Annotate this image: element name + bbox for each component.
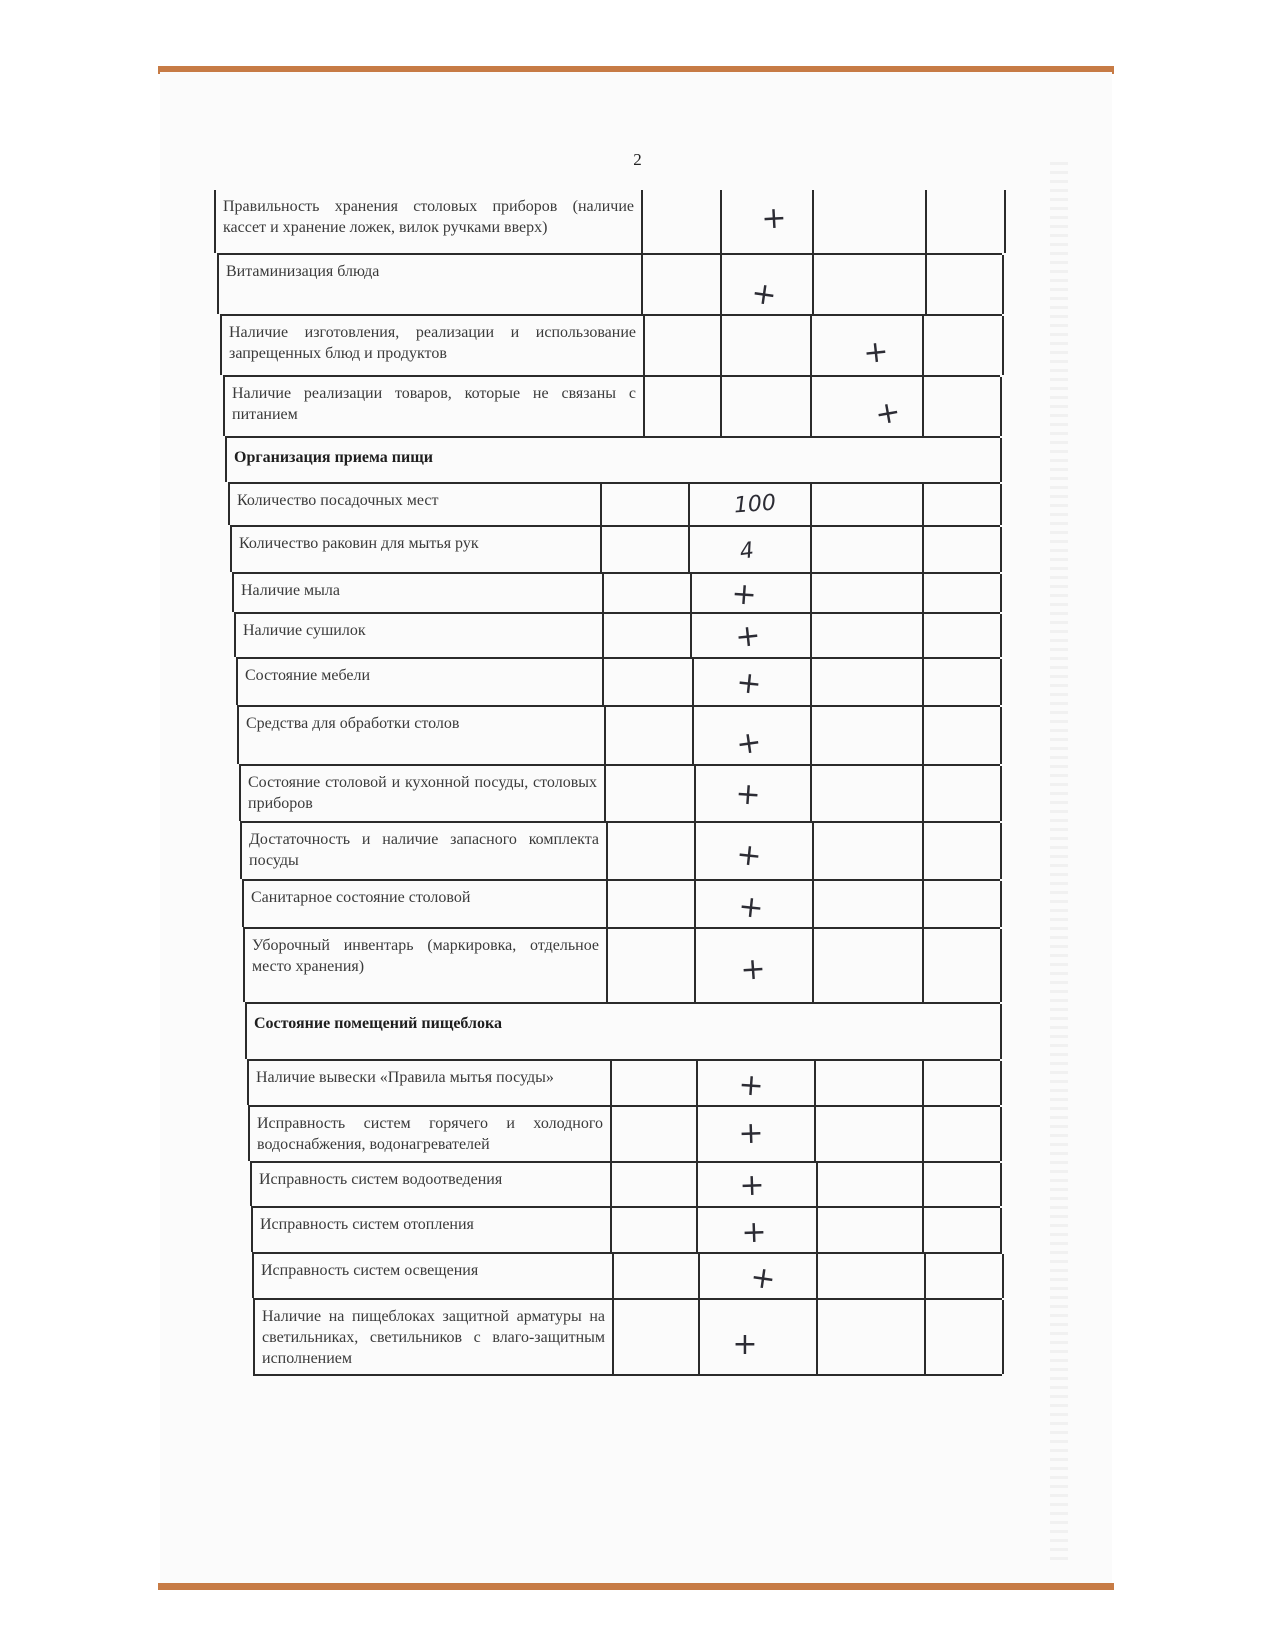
column-rule — [720, 190, 722, 253]
column-rule — [1000, 1061, 1002, 1105]
column-rule — [1000, 377, 1002, 436]
criterion-label: Уборочный инвентарь (маркировка, отдельное место хранения) — [252, 937, 599, 975]
criterion-label: Санитарное состояние столовой — [251, 889, 471, 906]
column-rule — [690, 614, 692, 657]
column-rule — [641, 190, 643, 253]
criterion-label: Наличие сушилок — [243, 622, 366, 639]
column-rule — [698, 1254, 700, 1298]
column-rule — [812, 823, 814, 879]
column-rule — [922, 1163, 924, 1206]
column-rule — [1000, 929, 1002, 1002]
table-row — [236, 657, 1000, 705]
column-rule — [922, 707, 924, 764]
table-row — [223, 375, 1000, 436]
handwritten-check-mark: + — [733, 617, 763, 656]
column-rule — [810, 707, 812, 764]
table-row — [214, 190, 1004, 253]
column-rule — [694, 929, 696, 1002]
table-row — [253, 1298, 1002, 1376]
column-rule — [1000, 766, 1002, 821]
section-title: Состояние помещений пищеблока — [254, 1015, 502, 1032]
column-rule — [1002, 255, 1004, 314]
column-rule — [922, 1107, 924, 1161]
column-rule — [1000, 438, 1002, 482]
column-rule — [1002, 1300, 1004, 1374]
column-rule — [220, 316, 222, 375]
column-rule — [248, 1107, 250, 1161]
criterion-label: Наличие изготовления, реализации и использование запрещенных блюд и продуктов — [229, 324, 636, 362]
column-rule — [234, 614, 236, 657]
column-rule — [1000, 1004, 1002, 1059]
column-rule — [602, 659, 604, 705]
handwritten-check-mark: + — [872, 394, 904, 433]
section-header-row — [225, 436, 1000, 482]
column-rule — [1000, 574, 1002, 612]
column-rule — [1000, 484, 1002, 525]
column-rule — [720, 377, 722, 436]
criterion-label: Наличие реализации товаров, которые не связаны с питанием — [232, 385, 636, 423]
handwritten-check-mark: + — [734, 836, 764, 875]
column-rule — [690, 574, 692, 612]
column-rule — [1000, 1208, 1002, 1252]
criterion-label: Правильность хранения столовых приборов (наличие кассет и хранение ложек, вилок ручками вверх) — [223, 198, 634, 236]
column-rule — [922, 823, 924, 879]
criterion-label: Достаточность и наличие запасного комплекта посуды — [249, 831, 599, 869]
column-rule — [228, 484, 230, 525]
criterion-label: Наличие вывески «Правила мытья посуды» — [256, 1069, 554, 1086]
column-rule — [1000, 1163, 1002, 1206]
column-rule — [720, 255, 722, 314]
column-rule — [237, 707, 239, 764]
handwritten-check-mark: + — [738, 1167, 766, 1204]
column-rule — [247, 1061, 249, 1105]
column-rule — [253, 1300, 255, 1374]
column-rule — [816, 1208, 818, 1252]
table-row — [248, 1105, 1000, 1161]
criterion-label: Наличие на пищеблоках защитной арматуры на светильниках, светильников с влаго-защитным исполнением — [262, 1308, 605, 1367]
criterion-label: Исправность систем водоотведения — [259, 1171, 503, 1188]
column-rule — [720, 316, 722, 375]
column-rule — [692, 707, 694, 764]
column-rule — [600, 484, 602, 525]
column-rule — [810, 377, 812, 436]
column-rule — [604, 766, 606, 821]
column-rule — [922, 929, 924, 1002]
table-row — [230, 525, 1000, 572]
column-rule — [612, 1254, 614, 1298]
column-rule — [922, 614, 924, 657]
section-header-row — [245, 1002, 1000, 1059]
table-row — [247, 1059, 1000, 1105]
column-rule — [694, 881, 696, 927]
handwritten-check-mark: + — [861, 333, 891, 372]
criterion-label: Количество посадочных мест — [237, 492, 439, 509]
column-rule — [922, 659, 924, 705]
column-rule — [602, 614, 604, 657]
column-rule — [810, 614, 812, 657]
column-rule — [812, 881, 814, 927]
table-row — [243, 927, 1000, 1002]
table-row — [232, 572, 1000, 612]
column-rule — [610, 1163, 612, 1206]
column-rule — [243, 929, 245, 1002]
column-rule — [810, 484, 812, 525]
column-rule — [236, 659, 238, 705]
column-rule — [1000, 527, 1002, 572]
table-row — [237, 705, 1000, 764]
column-rule — [688, 484, 690, 525]
column-rule — [696, 1208, 698, 1252]
column-rule — [643, 377, 645, 436]
column-rule — [925, 190, 927, 253]
column-rule — [252, 1254, 254, 1298]
table-row — [252, 1252, 1002, 1298]
column-rule — [696, 1061, 698, 1105]
criterion-label: Исправность систем отопления — [260, 1216, 474, 1233]
column-rule — [692, 659, 694, 705]
column-rule — [922, 1208, 924, 1252]
column-rule — [922, 574, 924, 612]
handwritten-check-mark: + — [730, 576, 758, 613]
column-rule — [922, 484, 924, 525]
column-rule — [1000, 707, 1002, 764]
table-row — [250, 1161, 1000, 1206]
handwritten-check-mark: + — [734, 724, 764, 763]
handwritten-value: 100 — [733, 490, 777, 519]
column-rule — [810, 766, 812, 821]
column-rule — [217, 255, 219, 314]
table-row — [239, 764, 1000, 821]
column-rule — [922, 1061, 924, 1105]
column-rule — [610, 1061, 612, 1105]
column-rule — [250, 1163, 252, 1206]
table-row — [240, 821, 1000, 879]
column-rule — [922, 377, 924, 436]
table-row — [228, 482, 1000, 525]
column-rule — [812, 190, 814, 253]
column-rule — [240, 823, 242, 879]
column-rule — [606, 823, 608, 879]
handwritten-check-mark: + — [737, 1067, 765, 1104]
column-rule — [600, 527, 602, 572]
column-rule — [810, 574, 812, 612]
table-row — [251, 1206, 1000, 1252]
column-rule — [242, 881, 244, 927]
column-rule — [698, 1300, 700, 1374]
criterion-label: Состояние столовой и кухонной посуды, столовых приборов — [248, 774, 597, 812]
column-rule — [810, 527, 812, 572]
column-rule — [814, 1061, 816, 1105]
column-rule — [816, 1300, 818, 1374]
column-rule — [924, 1254, 926, 1298]
column-rule — [1000, 614, 1002, 657]
column-rule — [1000, 659, 1002, 705]
table-row — [234, 612, 1000, 657]
column-rule — [812, 255, 814, 314]
column-rule — [214, 190, 216, 253]
column-rule — [812, 929, 814, 1002]
criterion-label: Витаминизация блюда — [226, 263, 380, 280]
handwritten-value: 4 — [738, 538, 756, 565]
column-rule — [1002, 316, 1004, 375]
handwritten-check-mark: + — [737, 1115, 765, 1152]
handwritten-check-mark: + — [760, 200, 788, 237]
column-rule — [922, 527, 924, 572]
column-rule — [924, 1300, 926, 1374]
column-rule — [696, 1107, 698, 1161]
column-rule — [1000, 823, 1002, 879]
criterion-label: Средства для обработки столов — [246, 715, 460, 732]
handwritten-check-mark: + — [748, 1259, 778, 1298]
column-rule — [816, 1254, 818, 1298]
column-rule — [810, 316, 812, 375]
table-row — [242, 879, 1000, 927]
column-rule — [606, 929, 608, 1002]
table-row — [220, 314, 1002, 375]
column-rule — [223, 377, 225, 436]
column-rule — [1004, 190, 1006, 253]
handwritten-check-mark: + — [734, 664, 764, 703]
column-rule — [610, 1107, 612, 1161]
handwritten-check-mark: + — [736, 888, 766, 927]
column-rule — [245, 1004, 247, 1059]
handwritten-check-mark: + — [749, 275, 779, 314]
column-rule — [694, 766, 696, 821]
column-rule — [641, 255, 643, 314]
column-rule — [604, 707, 606, 764]
column-rule — [810, 659, 812, 705]
section-title: Организация приема пищи — [234, 449, 433, 466]
column-rule — [606, 881, 608, 927]
handwritten-check-mark: + — [739, 951, 767, 988]
column-rule — [230, 527, 232, 572]
page-number: 2 — [633, 150, 642, 169]
column-rule — [922, 881, 924, 927]
column-rule — [1000, 1107, 1002, 1161]
column-rule — [694, 823, 696, 879]
column-rule — [922, 316, 924, 375]
column-rule — [610, 1208, 612, 1252]
criterion-label: Наличие мыла — [241, 582, 341, 599]
column-rule — [1000, 881, 1002, 927]
column-rule — [922, 766, 924, 821]
criterion-label: Количество раковин для мытья рук — [239, 535, 479, 552]
column-rule — [251, 1208, 253, 1252]
table-row — [217, 253, 1002, 314]
column-rule — [232, 574, 234, 612]
column-rule — [925, 255, 927, 314]
handwritten-check-mark: + — [740, 1214, 768, 1251]
criterion-label: Состояние мебели — [245, 667, 371, 684]
column-rule — [643, 316, 645, 375]
handwritten-check-mark: + — [732, 1327, 758, 1362]
criterion-label: Исправность систем горячего и холодного водоснабжения, водонагревателей — [257, 1115, 603, 1153]
criterion-label: Исправность систем освещения — [261, 1262, 479, 1279]
column-rule — [602, 574, 604, 612]
column-rule — [696, 1163, 698, 1206]
column-rule — [814, 1107, 816, 1161]
column-rule — [1002, 1254, 1004, 1298]
column-rule — [688, 527, 690, 572]
handwritten-check-mark: + — [734, 776, 762, 813]
column-rule — [239, 766, 241, 821]
column-rule — [612, 1300, 614, 1374]
column-rule — [225, 438, 227, 482]
column-rule — [816, 1163, 818, 1206]
